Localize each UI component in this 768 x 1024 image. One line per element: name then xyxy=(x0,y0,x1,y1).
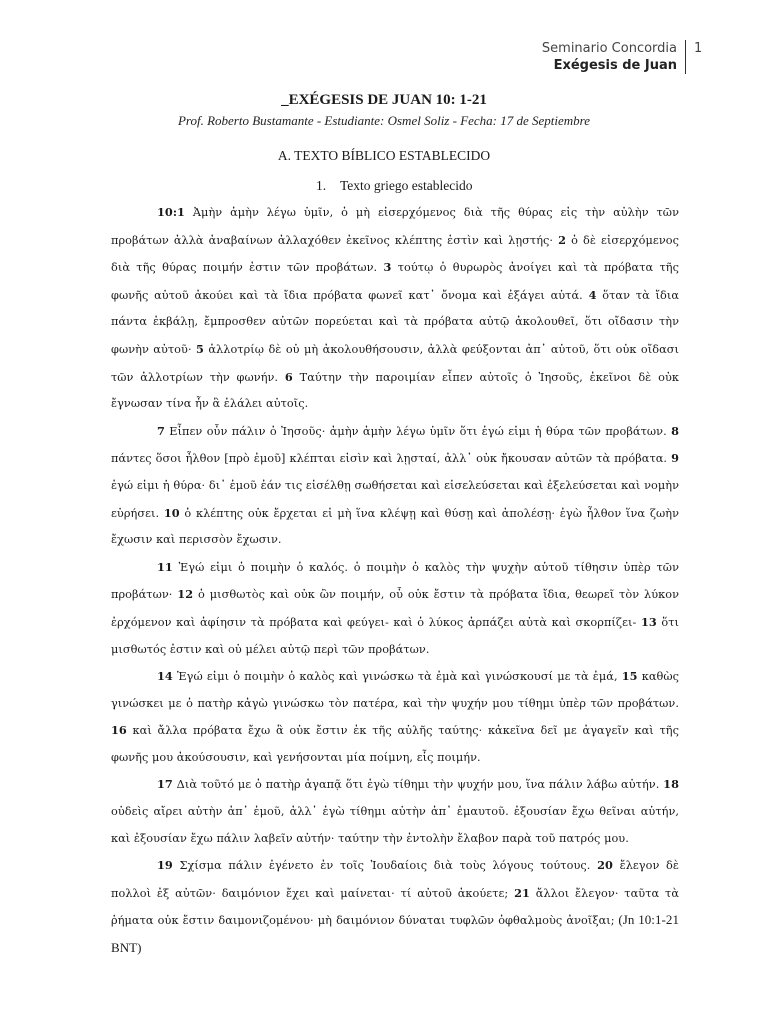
verse-text: ὅταν τὰ ἴδια πάντα ἐκβάλῃ, ἔμπροσθεν αὐτῶν πορεύεται καὶ τὰ πρόβατα αὐτῷ ἀκολουθεῖ, ὅτι οἴδασιν τὴν φωνὴν αὐτοῦ· xyxy=(111,288,680,356)
subsection-label: Texto griego establecido xyxy=(340,178,473,193)
verse-paragraph xyxy=(111,663,679,771)
page-header xyxy=(542,40,686,74)
title-marker: _ xyxy=(281,92,289,108)
verse-number: 12 xyxy=(177,587,194,602)
subsection-number: 1. xyxy=(316,178,327,193)
verse-text: ὁ δὲ εἰσερχόμενος διὰ τῆς θύρας ποιμήν ἐστιν τῶν προβάτων. xyxy=(111,233,679,275)
verse-text: πάντες ὅσοι ἦλθον [πρὸ ἐμοῦ] κλέπται εἰσὶν καὶ λῃσταί, ἀλλ᾽ οὐκ ἤκουσαν αὐτῶν τὰ πρόβατα. xyxy=(111,452,672,466)
verse-text: Ἐγώ εἰμι ὁ ποιμὴν ὁ καλός. ὁ ποιμὴν ὁ καλὸς τὴν ψυχὴν αὐτοῦ τίθησιν ὑπὲρ τῶν προβάτων· xyxy=(111,560,679,602)
verse-number: 3 xyxy=(383,260,392,275)
verse-paragraph xyxy=(111,199,679,418)
verse-number: 10:1 xyxy=(157,205,185,219)
verse-number: 14 xyxy=(157,669,173,684)
verse-number: 2 xyxy=(558,232,567,247)
document-title xyxy=(0,92,768,109)
verse-text: ἔλεγον δὲ πολλοὶ ἐξ αὐτῶν· δαιμόνιον ἔχει καὶ μαίνεται· τί αὐτοῦ ἀκούετε; xyxy=(111,859,680,900)
verse-text: ἀλλοτρίῳ δὲ οὐ μὴ ἀκολουθήσουσιν, ἀλλὰ φεύξονται ἀπ᾽ αὐτοῦ, ὅτι οὐκ οἴδασι τῶν ἀλλοτρίων τὴν φωνήν. xyxy=(111,342,679,384)
title-text: EXÉGESIS DE JUAN 10: 1-21 xyxy=(288,92,487,108)
verse-number: 18 xyxy=(663,777,679,792)
verse-number: 15 xyxy=(621,669,638,684)
verse-number: 9 xyxy=(671,451,679,466)
verse-paragraph xyxy=(111,418,679,554)
citation-reference: (Jn 10:1-21 BNT) xyxy=(111,912,679,956)
verse-text: ὅτι μισθωτός ἐστιν καὶ οὐ μέλει αὐτῷ περὶ τῶν προβάτων. xyxy=(111,615,679,656)
verse-number: 6 xyxy=(284,369,293,384)
verse-number: 5 xyxy=(196,341,204,356)
verse-number: 20 xyxy=(597,858,613,873)
verse-text: ἄλλοι ἔλεγον· ταῦτα τὰ ῥήματα οὐκ ἔστιν δαιμονιζομένου· μὴ δαιμόνιον δύναται τυφλῶν ὀφθαλμοὺς ἀνοῖξαι; xyxy=(111,886,680,928)
section-heading: A. TEXTO BÍBLICO ESTABLECIDO xyxy=(277,148,491,163)
verse-text: οὐδεὶς αἴρει αὐτὴν ἀπ᾽ ἐμοῦ, ἀλλ᾽ ἐγὼ τίθημι αὐτὴν ἀπ᾽ ἐμαυτοῦ. ἐξουσίαν ἔχω θεῖναι αὐτήν, καὶ ἐξουσίαν ἔχω πάλιν λαβεῖν αὐτήν· ταύτην τὴν ἐντολὴν ἔλαβον παρὰ τοῦ πατρός μου. xyxy=(111,805,679,845)
verse-number: 10 xyxy=(163,505,180,520)
verse-text: Ἀμὴν ἀμὴν λέγω ὑμῖν, ὁ μὴ εἰσερχόμενος διὰ τῆς θύρας εἰς τὴν αὐλὴν τῶν προβάτων ἀλλὰ ἀναβαίνων ἀλλαχόθεν ἐκεῖνος κλέπτης ἐστὶν καὶ λῃστής· xyxy=(111,206,679,247)
page-number: 1 xyxy=(694,41,703,56)
greek-text-body xyxy=(111,199,679,963)
verse-text: καθὼς γινώσκει με ὁ πατὴρ κἀγὼ γινώσκω τὸν πατέρα, καὶ τὴν ψυχήν μου τίθημι ὑπὲρ τῶν προβάτων. xyxy=(111,670,680,710)
verse-number: 16 xyxy=(111,723,127,738)
verse-text: Εἶπεν οὖν πάλιν ὁ Ἰησοῦς· ἀμὴν ἀμὴν λέγω ὑμῖν ὅτι ἐγώ εἰμι ἡ θύρα τῶν προβάτων. xyxy=(164,424,672,438)
verse-text: καὶ ἄλλα πρόβατα ἔχω ἃ οὐκ ἔστιν ἐκ τῆς αὐλῆς ταύτης· κἀκεῖνα δεῖ με ἀγαγεῖν καὶ τῆς φωνῆς μου ἀκούσουσιν, καὶ γενήσονται μία ποίμνη, εἷς ποιμήν. xyxy=(111,724,679,764)
verse-number: 21 xyxy=(514,885,530,900)
header-subtitle: Exégesis de Juan xyxy=(553,58,677,73)
verse-paragraph xyxy=(111,852,679,962)
byline: Prof. Roberto Bustamante - Estudiante: Osmel Soliz - Fecha: 17 de Septiembre xyxy=(177,113,591,128)
verse-paragraph xyxy=(111,554,679,663)
verse-number: 11 xyxy=(157,559,173,574)
verse-number: 4 xyxy=(588,287,597,302)
verse-text: ἐγώ εἰμι ἡ θύρα· δι᾽ ἐμοῦ ἐάν τις εἰσέλθῃ σωθήσεται καὶ εἰσελεύσεται καὶ ἐξελεύσεται καὶ νομὴν εὑρήσει. xyxy=(111,478,679,520)
verse-text: Ταύτην τὴν παροιμίαν εἶπεν αὐτοῖς ὁ Ἰησοῦς, ἐκεῖνοι δὲ οὐκ ἔγνωσαν τίνα ἦν ἃ ἐλάλει αὐτοῖς. xyxy=(111,370,679,411)
verse-number: 8 xyxy=(671,423,679,438)
verse-number: 13 xyxy=(640,614,657,629)
subsection-heading xyxy=(316,178,473,194)
verse-text: ὁ κλέπτης οὐκ ἔρχεται εἰ μὴ ἵνα κλέψῃ καὶ θύσῃ καὶ ἀπολέσῃ· ἐγὼ ἦλθον ἵνα ζωὴν ἔχωσιν καὶ περισσὸν ἔχωσιν. xyxy=(111,506,679,547)
verse-text: τούτῳ ὁ θυρωρὸς ἀνοίγει καὶ τὰ πρόβατα τῆς φωνῆς αὐτοῦ ἀκούει καὶ τὰ ἴδια πρόβατα φωνεῖ κατ᾽ ὄνομα καὶ ἐξάγει αὐτά. xyxy=(111,261,680,302)
verse-text: Σχίσμα πάλιν ἐγένετο ἐν τοῖς Ἰουδαίοις διὰ τοὺς λόγους τούτους. xyxy=(172,859,598,873)
verse-number: 19 xyxy=(157,858,173,873)
verse-number: 17 xyxy=(157,777,173,792)
verse-number: 7 xyxy=(157,423,165,438)
header-organization: Seminario Concordia xyxy=(541,41,677,56)
verse-text: Ἐγώ εἰμι ὁ ποιμὴν ὁ καλὸς καὶ γινώσκω τὰ ἐμὰ καὶ γινώσκουσί με τὰ ἐμά, xyxy=(172,670,622,684)
verse-text: ὁ μισθωτὸς καὶ οὐκ ὢν ποιμήν, οὗ οὐκ ἔστιν τὰ πρόβατα ἴδια, θεωρεῖ τὸν λύκον ἐρχόμενον καὶ ἀφίησιν τὰ πρόβατα καὶ φεύγει- καὶ ὁ λύκος ἁρπάζει αὐτὰ καὶ σκορπίζει- xyxy=(111,588,679,629)
verse-text: Διὰ τοῦτό με ὁ πατὴρ ἀγαπᾷ ὅτι ἐγὼ τίθημι τὴν ψυχήν μου, ἵνα πάλιν λάβω αὐτήν. xyxy=(172,778,664,792)
verse-paragraph xyxy=(111,771,679,852)
